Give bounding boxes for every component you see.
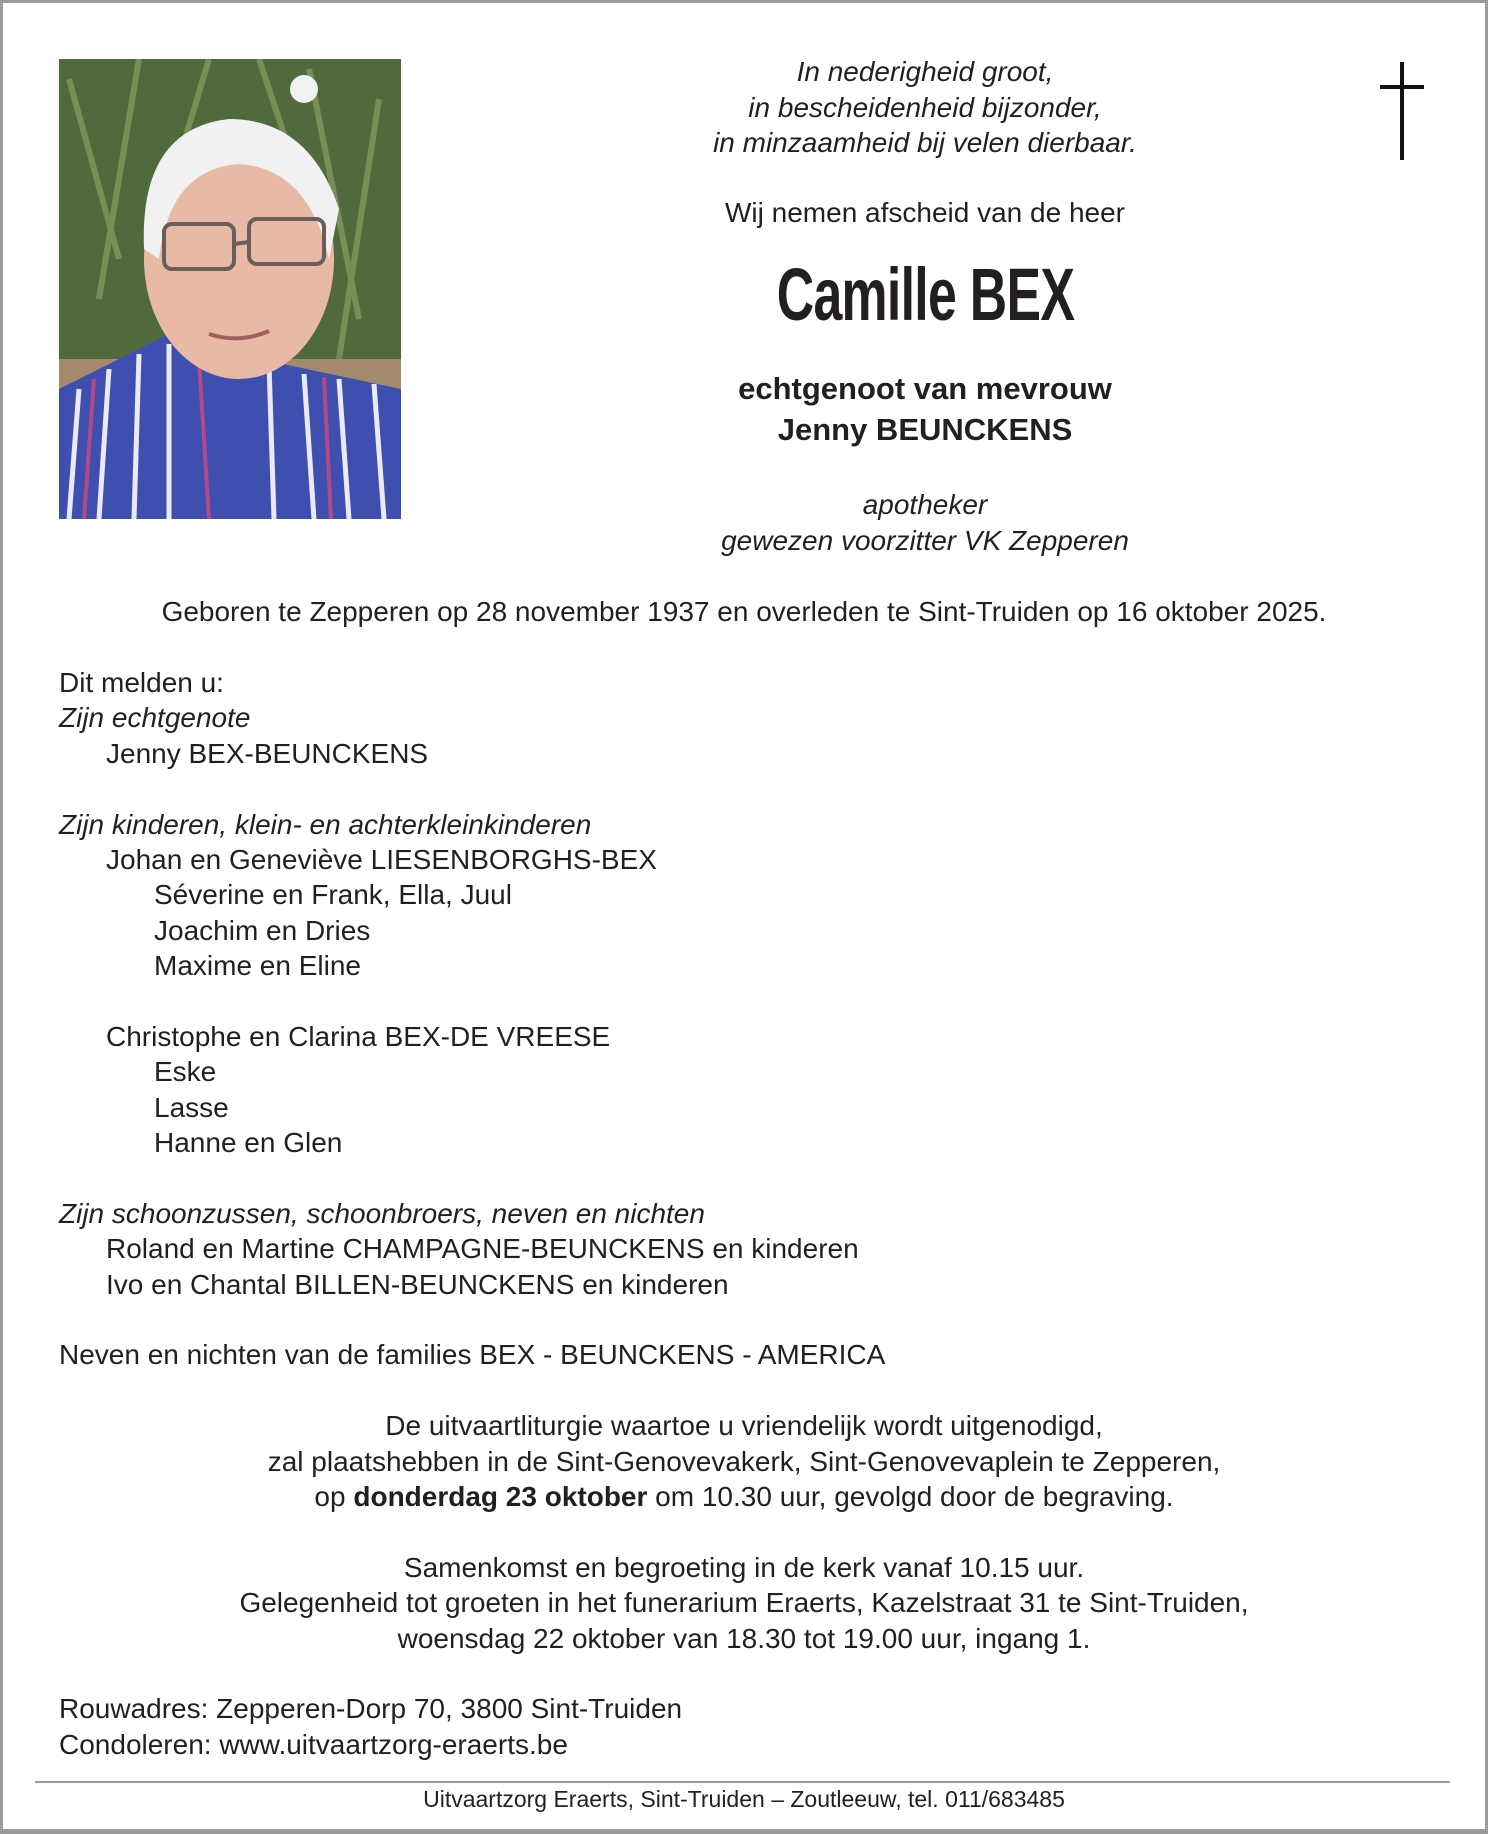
children-heading: Zijn kinderen, klein- en achterkleinkinderen	[59, 808, 592, 840]
grandchild: Hanne en Glen	[154, 1127, 343, 1159]
visit-line: Samenkomst en begroeting in de kerk vanaf 10.15 uur.	[403, 1551, 1085, 1583]
deceased-name-text: Camille BEX	[776, 253, 1074, 336]
visit-line: Gelegenheid tot groeten in het funerarium Eraerts, Kazelstraat 31 te Sint-Truiden,	[239, 1587, 1249, 1619]
grandchild: Séverine en Frank, Ella, Juul	[154, 879, 512, 911]
inlaws-heading: Zijn schoonzussen, schoonbroers, neven en nichten	[59, 1197, 705, 1229]
grandchild: Eske	[154, 1056, 217, 1088]
footer-text: Uitvaartzorg Eraerts, Sint-Truiden – Zoutleeuw, tel. 011/683485	[423, 1786, 1065, 1812]
cousins: Neven en nichten van de families BEX - BEUNCKENS - AMERICA	[59, 1339, 886, 1371]
child: Johan en Geneviève LIESENBORGHS-BEX	[106, 843, 657, 875]
spouse-line-1: echtgenoot van mevrouw	[738, 371, 1112, 406]
grandchild: Lasse	[154, 1091, 229, 1123]
poem-line: in bescheidenheid bijzonder,	[748, 92, 1102, 123]
inlaw: Ivo en Chantal BILLEN-BEUNCKENS en kinderen	[106, 1268, 729, 1300]
funeral-date: donderdag 23 oktober	[353, 1480, 648, 1512]
spouse-line-2: Jenny BEUNCKENS	[777, 412, 1073, 447]
funeral-line-3-post: om 10.30 uur, gevolgd door de begraving.	[647, 1480, 1174, 1512]
condolences-link[interactable]: Condoleren: www.uitvaartzorg-eraerts.be	[59, 1728, 568, 1760]
intro-text: Wij nemen afscheid van de heer	[725, 197, 1125, 228]
birth-death-line: Geboren te Zepperen op 28 november 1937 en overleden te Sint-Truiden op 16 oktober 2025.	[161, 596, 1327, 627]
funeral-line-3	[0, 1479, 1488, 1514]
spouse-name: Jenny BEX-BEUNCKENS	[106, 737, 429, 769]
funeral-line-2: zal plaatshebben in de Sint-Genovevakerk, Sint-Genovevaplein te Zepperen,	[267, 1445, 1221, 1477]
funeral-line-3-pre: op	[314, 1480, 354, 1512]
deceased-name	[700, 255, 1150, 335]
inlaw: Roland en Martine CHAMPAGNE-BEUNCKENS en kinderen	[106, 1233, 859, 1265]
funeral-line-1: De uitvaartliturgie waartoe u vriendelijk wordt uitgenodigd,	[385, 1410, 1103, 1442]
former-role: gewezen voorzitter VK Zepperen	[721, 525, 1129, 556]
poem-line: In nederigheid groot,	[796, 56, 1054, 87]
grandchild: Joachim en Dries	[154, 914, 371, 946]
visit-line: woensdag 22 oktober van 18.30 tot 19.00 uur, ingang 1.	[397, 1622, 1091, 1654]
announce: Dit melden u:	[59, 667, 224, 698]
cross-icon	[1380, 62, 1424, 160]
footer-divider	[35, 1781, 1450, 1783]
mourning-address: Rouwadres: Zepperen-Dorp 70, 3800 Sint-Truiden	[59, 1693, 683, 1725]
spouse-heading: Zijn echtgenote	[59, 702, 251, 734]
poem-line: in minzaamheid bij velen dierbaar.	[713, 127, 1137, 158]
family-section	[59, 665, 1439, 1762]
grandchild: Maxime en Eline	[154, 950, 361, 982]
child: Christophe en Clarina BEX-DE VREESE	[106, 1020, 611, 1052]
portrait-photo	[59, 59, 401, 519]
profession: apotheker	[862, 489, 988, 520]
